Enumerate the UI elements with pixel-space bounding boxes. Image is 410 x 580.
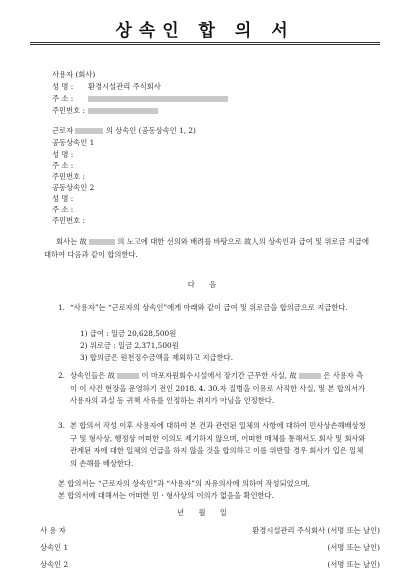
item-1-sub-2: 2) 위로금 : 일금 2,371,500원: [80, 341, 179, 350]
employer-name-label: 성 명 :: [52, 82, 74, 91]
item-2-number: 2.: [58, 371, 65, 380]
signature-row-heir2: [40, 560, 380, 570]
worker-prefix: 근로자: [52, 126, 74, 135]
closing-line-1: 본 합의서는 “근로자의 상속인”과 “사용자”의 자유의사에 의하여 작성되었으며,: [58, 479, 310, 488]
redacted-id: [88, 108, 158, 114]
agreement-item-2: [58, 370, 370, 408]
heir1-id-label: 주민번호 :: [52, 172, 85, 181]
item-1-sub-1: 1) 급여 : 일금 20,628,500원: [80, 329, 177, 338]
item-2-part3: 은 사용자 측이 이 사건 현장을 운영하기 전인 2018. 4. 30.자 질병을 이유로 사직한 사실, 및 본 합의서가 사용자의 과실 등 귀책 사유를 인정하는 취지가 아님을 인정한다.: [70, 371, 366, 405]
redacted-deceased-name: [89, 239, 115, 245]
closing-line-2: 본 합의서에 대해서는 어떠한 민ㆍ형사상의 이의가 없음을 확인한다.: [58, 491, 274, 500]
heir1-name-label: 성 명 :: [52, 150, 74, 159]
redacted-address: [88, 96, 228, 102]
heir2-name-row: [52, 194, 88, 204]
agreement-item-1: [58, 302, 370, 315]
item-2-part2: 이 마포자원회수시설에서 장기간 근무한 사실, 故: [141, 371, 297, 380]
redacted-deceased-name: [117, 373, 139, 379]
signature-value: (서명 또는 날인): [327, 560, 380, 569]
title-underline-double: [30, 44, 380, 45]
title-underline: [30, 42, 380, 43]
document-title: 상속인 합 의 서: [115, 21, 295, 41]
heir2-address-label: 주 소 :: [52, 205, 74, 214]
signature-value: (서명 또는 날인): [327, 543, 380, 552]
heir1-address-label: 주 소 :: [52, 161, 74, 170]
item-1-number: 1.: [58, 303, 65, 312]
heir1-address-row: [52, 161, 88, 171]
heir1-heading: 공동상속인 1: [52, 138, 95, 147]
signature-label: 상속인 1: [40, 543, 69, 552]
employer-id-row: [52, 106, 158, 116]
employer-heading: 사용자 (회사): [52, 70, 96, 79]
item-3-number: 3.: [58, 421, 65, 430]
item-3-text: 본 합의서 작성 이후 사용자에 대하여 본 건과 관련된 일체의 사항에 대하여 민사상손해배상청구 및 형사상, 행정상 어떠한 이의도 제기하지 않으며, 어떠한 매체를 통해서도 회사 및 회사와 관계된 자에 대한 일체의 언급을 하지 않을 것을 합의하고 이를 위반할 경우 회사가 입은 일체의 손해를 배상한다.: [70, 421, 366, 468]
item-1-sub-3: 3) 합의금은 원천징수금액을 제외하고 지급한다.: [80, 353, 234, 362]
employer-id-label: 주민번호 :: [52, 106, 85, 115]
signature-row-employer: [40, 526, 380, 536]
employer-address-row: [52, 94, 228, 104]
heir1-id-row: [52, 172, 88, 182]
heir2-address-row: [52, 205, 88, 215]
section-heading: 다 음: [187, 280, 223, 289]
heir2-name-label: 성 명 :: [52, 194, 74, 203]
intro-part2: 의 노고에 대한 선의와 배려를 바탕으로 故人의 상속인과 급여 및 위로금 지급에 대하여 다음과 같이 합의한다.: [44, 237, 369, 259]
employer-name-row: [52, 82, 161, 92]
signature-value: 환경시설관리 주식회사 (서명 또는 날인): [252, 526, 380, 535]
item-2-part1: 상속인들은 故: [70, 371, 115, 380]
heir2-id-label: 주민번호 :: [52, 216, 85, 225]
redacted-deceased-name: [299, 373, 321, 379]
worker-heirs-line: [52, 126, 196, 136]
employer-name-value: 환경시설관리 주식회사: [88, 82, 161, 91]
signature-label: 사 용 자: [40, 526, 66, 535]
date-line: 년 월 일: [177, 508, 233, 517]
worker-suffix: 의 상속인 (공동상속인 1, 2): [105, 126, 196, 135]
redacted-worker-name: [75, 128, 103, 134]
signature-row-heir1: [40, 543, 380, 553]
heir2-heading: 공동상속인 2: [52, 183, 95, 192]
intro-part1: 회사는 故: [56, 237, 87, 246]
employer-address-label: 주 소 :: [52, 94, 74, 103]
intro-paragraph: [44, 236, 374, 261]
agreement-item-3: [58, 420, 370, 470]
item-1-text: “사용자”는 “근로자의 상속인”에게 아래와 같이 급여 및 위로금을 합의금으로 지급한다.: [70, 303, 348, 312]
heir2-id-row: [52, 216, 88, 226]
heir1-name-row: [52, 150, 88, 160]
signature-label: 상속인 2: [40, 560, 69, 569]
